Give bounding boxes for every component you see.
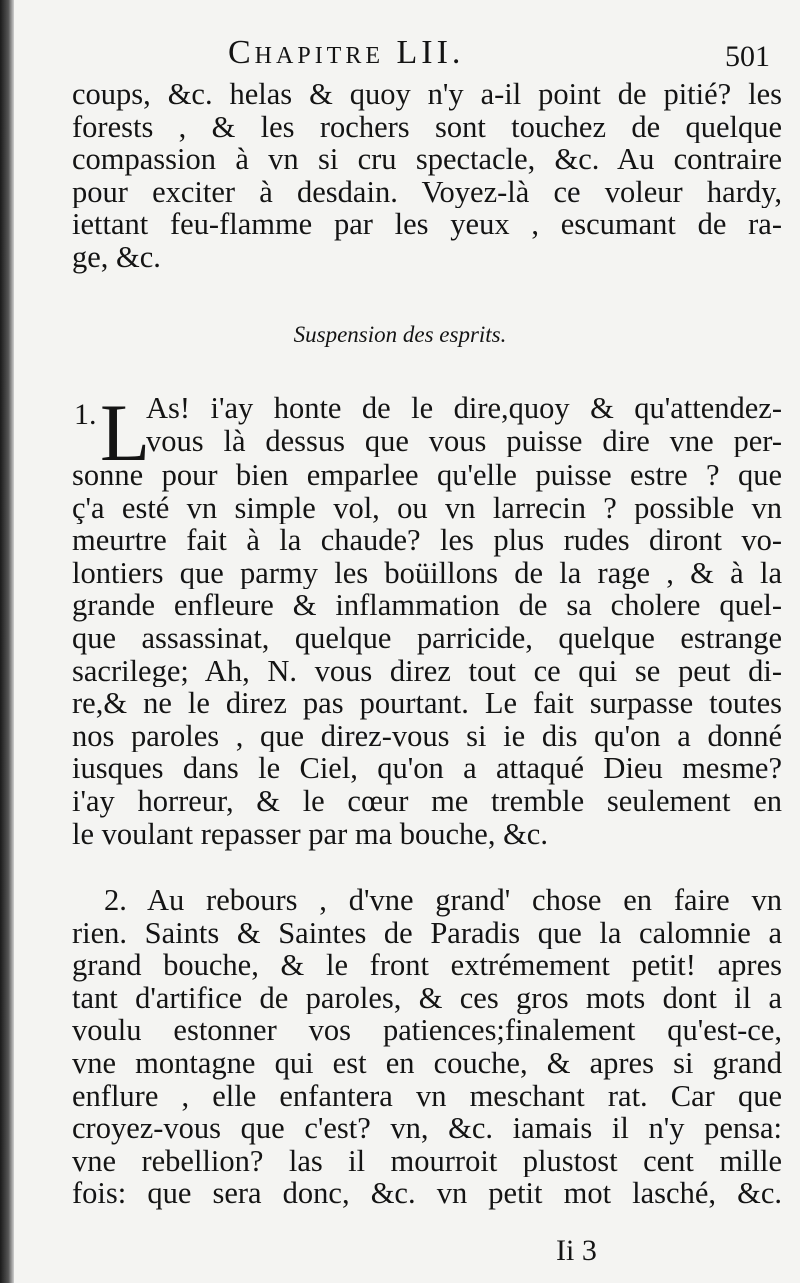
text-line: pour exciter à desdain. Voyez-là ce voleur hardy, [72, 175, 782, 209]
text-line: vne rebellion? las il mourroit plustost cent mille [72, 1144, 782, 1178]
text-line: 2. Au rebours , d'vne grand' chose en faire vn [104, 884, 782, 917]
text-line: vous là dessus que vous puisse dire vne per- [146, 424, 782, 458]
section-heading: Suspension des esprits. [293, 322, 507, 347]
drop-cap: L [100, 387, 151, 478]
text-block-continuation [72, 78, 782, 274]
text-line: lontiers que parmy les boüillons de la rage , & à la [72, 556, 782, 590]
text-line: rien. Saints & Saintes de Paradis que la calomnie a [72, 916, 782, 950]
signature-mark: Ii 3 [556, 1234, 597, 1267]
text-line: ge, &c. [72, 239, 161, 274]
paragraph-number: 1. [74, 398, 97, 431]
text-line: iusques dans le Ciel, qu'on a attaqué Dieu mesme? [72, 752, 782, 785]
text-line: grande enfleure & inflammation de sa cholere quel- [72, 589, 782, 622]
paragraph-1-body [72, 459, 782, 850]
text-line: sacrilege; Ah, N. vous direz tout ce qui se peut di- [72, 654, 782, 688]
text-line: meurtre fait à la chaude? les plus rudes diront vo- [72, 524, 782, 557]
text-line: iettant feu-flamme par les yeux , escumant de ra- [72, 208, 782, 241]
text-line: re,& ne le direz pas pourtant. Le fait surpasse toutes [72, 687, 782, 720]
text-line: forests , & les rochers sont touchez de quelque [72, 110, 782, 144]
text-line: sonne pour bien emparlee qu'elle puisse estre ? que [72, 459, 782, 492]
text-line: grand bouche, & le front extrémement petit! apres [72, 949, 782, 982]
page-number: 501 [725, 40, 770, 73]
text-line: i'ay horreur, & le cœur me tremble seulement en [72, 784, 782, 818]
running-header [0, 34, 800, 78]
text-line: le voulant repasser par ma bouche, &c. [72, 816, 548, 851]
text-line: nos paroles , que direz-vous si ie dis qu'on a donné [72, 719, 782, 753]
paragraph-2 [72, 884, 782, 1210]
text-line: enflure , elle enfantera vn meschant rat. Car que [72, 1079, 782, 1113]
text-line: compassion à vn si cru spectacle, &c. Au contraire [72, 143, 782, 176]
text-line: coups, &c. helas & quoy n'y a-il point de pitié? les [72, 78, 782, 111]
chapter-title: Chapitre LII. [228, 34, 465, 71]
text-line: vne montagne qui est en couche, & apres si grand [72, 1046, 782, 1080]
page-gutter-shadow [0, 0, 14, 1283]
text-line: As! i'ay honte de le dire,quoy & qu'attendez- [146, 392, 782, 425]
text-line: tant d'artifice de paroles, & ces gros mots dont il a [72, 981, 782, 1015]
text-line: que assassinat, quelque parricide, quelque estrange [72, 621, 782, 655]
text-line: fois: que sera donc, &c. vn petit mot lasché, &c. [72, 1177, 782, 1210]
paragraph-1-opening [146, 392, 782, 457]
text-line: voulu estonner vos patiences;finalement qu'est-ce, [72, 1014, 782, 1047]
text-line: croyez-vous que c'est? vn, &c. iamais il n'y pensa: [72, 1112, 782, 1145]
text-line: ç'a esté vn simple vol, ou vn larrecin ? possible vn [72, 491, 782, 525]
